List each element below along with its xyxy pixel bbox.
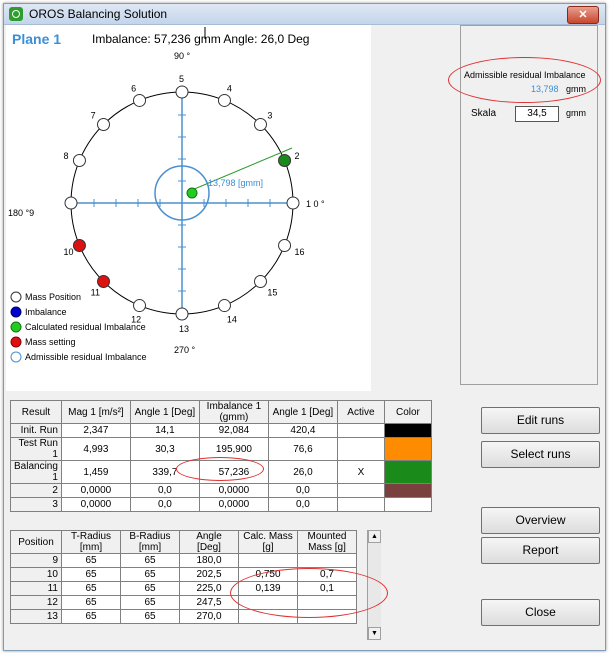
skala-label: Skala [471, 108, 497, 119]
legend-marker [11, 352, 21, 362]
results-cell: 0,0000 [61, 498, 130, 512]
position-markers [64, 74, 305, 334]
results-header: Result [11, 401, 62, 424]
positions-cell: 65 [62, 582, 121, 596]
positions-cell: 65 [121, 568, 180, 582]
position-label-13: 13 [179, 324, 190, 334]
mass-position-9[interactable] [65, 197, 77, 209]
position-label-16: 16 [294, 246, 305, 257]
annotation-ellipse-mass [230, 568, 388, 618]
results-row[interactable] [11, 424, 432, 438]
color-swatch[interactable] [384, 484, 431, 498]
position-label-12: 12 [131, 314, 142, 325]
results-cell: 14,1 [130, 424, 199, 438]
results-cell: 0,0 [130, 484, 199, 498]
positions-header: Angle [Deg] [180, 531, 239, 554]
positions-cell: 202,5 [180, 568, 239, 582]
positions-cell [239, 554, 298, 568]
results-cell: 57,236 [199, 461, 268, 484]
results-cell [337, 498, 384, 512]
positions-header: Mounted Mass [g] [298, 531, 357, 554]
positions-cell: 65 [121, 610, 180, 624]
results-row[interactable] [11, 498, 432, 512]
results-cell: 1,459 [61, 461, 130, 484]
close-button[interactable]: Close [481, 599, 600, 626]
results-cell: 0,0000 [61, 484, 130, 498]
mass-position-2[interactable] [279, 155, 291, 167]
adm-label: Admissible residual Imbalance [464, 70, 586, 80]
position-label-6: 6 [131, 83, 137, 94]
results-cell: 195,900 [199, 438, 268, 461]
polar-chart [6, 25, 371, 391]
mass-position-13[interactable] [176, 308, 188, 320]
residual-marker [187, 188, 197, 198]
report-button[interactable]: Report [481, 537, 600, 564]
legend-marker [11, 322, 21, 332]
position-label-3: 3 [267, 110, 273, 121]
results-cell [337, 438, 384, 461]
positions-header: T-Radius [mm] [62, 531, 121, 554]
results-table [10, 400, 432, 512]
adm-unit: gmm [566, 84, 586, 94]
positions-cell[interactable]: 0,7 [298, 568, 357, 582]
positions-cell: 65 [62, 610, 121, 624]
mass-position-10[interactable] [73, 239, 85, 251]
legend-label: Mass setting [25, 337, 76, 347]
results-header: Color [384, 401, 431, 424]
position-label-10: 10 [63, 246, 74, 257]
results-header: Active [337, 401, 384, 424]
window-close-button[interactable]: ✕ [567, 6, 599, 24]
positions-cell: 0,750 [239, 568, 298, 582]
results-cell: X [337, 461, 384, 484]
polar-plot [6, 25, 371, 391]
scroll-down-icon[interactable]: ▼ [368, 627, 381, 640]
results-cell: 26,0 [268, 461, 337, 484]
mass-position-4[interactable] [218, 94, 230, 106]
plane-label: Plane 1 [12, 31, 62, 47]
position-label-2: 2 [294, 151, 300, 162]
results-cell: 0,0 [268, 498, 337, 512]
legend-marker [11, 307, 21, 317]
mass-position-16[interactable] [279, 239, 291, 251]
position-label-14: 14 [226, 314, 237, 325]
results-cell: Test Run 1 [11, 438, 62, 461]
color-swatch[interactable] [384, 461, 431, 484]
positions-cell: 0,139 [239, 582, 298, 596]
positions-header: Calc. Mass [g] [239, 531, 298, 554]
annotation-ellipse-imbalance [176, 457, 264, 481]
positions-cell: 10 [11, 568, 62, 582]
select-runs-button[interactable]: Select runs [481, 441, 600, 468]
color-swatch[interactable] [384, 424, 431, 438]
legend-marker [11, 337, 21, 347]
positions-cell: 65 [62, 596, 121, 610]
skala-unit: gmm [566, 108, 586, 118]
position-label-8: 8 [63, 151, 69, 162]
positions-header: B-Radius [mm] [121, 531, 180, 554]
position-label-11: 11 [90, 287, 100, 298]
skala-input[interactable]: 34,5 [515, 106, 559, 122]
mass-position-6[interactable] [134, 94, 146, 106]
mass-position-7[interactable] [98, 119, 110, 131]
edit-runs-button[interactable]: Edit runs [481, 407, 600, 434]
positions-cell: 13 [11, 610, 62, 624]
positions-cell: 12 [11, 596, 62, 610]
results-cell: 0,0000 [199, 498, 268, 512]
mass-position-5[interactable] [176, 86, 188, 98]
results-cell [337, 484, 384, 498]
overview-button[interactable]: Overview [481, 507, 600, 534]
results-cell: 339,7 [130, 461, 199, 484]
results-cell: 420,4 [268, 424, 337, 438]
positions-cell: 180,0 [180, 554, 239, 568]
legend-marker [11, 292, 21, 302]
window-title: OROS Balancing Solution [29, 7, 168, 21]
positions-cell: 225,0 [180, 582, 239, 596]
positions-cell: 9 [11, 554, 62, 568]
legend-label: Imbalance [25, 307, 67, 317]
results-cell: 0,0 [268, 484, 337, 498]
scroll-up-icon[interactable]: ▲ [368, 530, 381, 543]
results-cell: 30,3 [130, 438, 199, 461]
results-cell: 0,0 [130, 498, 199, 512]
mass-position-11[interactable] [98, 275, 110, 287]
deg-bottom: 270 ° [174, 345, 196, 355]
color-swatch[interactable] [384, 438, 431, 461]
positions-cell[interactable] [298, 554, 357, 568]
deg-left: 180 °9 [8, 208, 35, 218]
vector-label: 13,798 [gmm] [208, 178, 264, 188]
positions-cell: 65 [121, 596, 180, 610]
position-label-4: 4 [226, 83, 232, 94]
results-cell: 4,993 [61, 438, 130, 461]
positions-cell[interactable]: 0,1 [298, 582, 357, 596]
app-icon [9, 7, 23, 21]
annotation-ellipse-adm [448, 57, 601, 103]
results-cell: 0,0000 [199, 484, 268, 498]
results-row[interactable] [11, 484, 432, 498]
results-header: Angle 1 [Deg] [268, 401, 337, 424]
results-cell: 92,084 [199, 424, 268, 438]
positions-cell: 65 [121, 582, 180, 596]
position-label-15: 15 [267, 287, 278, 298]
results-header: Imbalance 1 (gmm) [199, 401, 268, 424]
position-label-7: 7 [90, 110, 96, 121]
results-header: Angle 1 [Deg] [130, 401, 199, 424]
positions-cell: 65 [121, 554, 180, 568]
results-cell: 3 [11, 498, 62, 512]
positions-header: Position [11, 531, 62, 554]
deg-right: 1 0 ° [306, 199, 325, 209]
positions-cell: 65 [62, 568, 121, 582]
title-bar [4, 4, 605, 25]
position-label-5: 5 [179, 74, 185, 84]
results-cell [337, 424, 384, 438]
mass-position-12[interactable] [134, 300, 146, 312]
legend-label: Admissible residual Imbalance [25, 352, 147, 362]
results-cell: 2 [11, 484, 62, 498]
results-cell: Balancing 1 [11, 461, 62, 484]
results-cell: Init. Run [11, 424, 62, 438]
results-cell: 76,6 [268, 438, 337, 461]
mass-position-1[interactable] [287, 197, 299, 209]
adm-value: 13,798 [531, 84, 559, 94]
deg-top: 90 ° [174, 51, 191, 61]
legend-label: Calculated residual Imbalance [25, 322, 146, 332]
positions-cell: 11 [11, 582, 62, 596]
mass-position-8[interactable] [73, 155, 85, 167]
color-swatch[interactable] [384, 498, 431, 512]
results-header: Mag 1 [m/s²] [61, 401, 130, 424]
legend [11, 292, 147, 362]
legend-label: Mass Position [25, 292, 82, 302]
mass-position-15[interactable] [254, 275, 266, 287]
positions-cell: 65 [62, 554, 121, 568]
results-cell: 2,347 [61, 424, 130, 438]
positions-cell: 270,0 [180, 610, 239, 624]
mass-position-14[interactable] [218, 300, 230, 312]
positions-cell: 247,5 [180, 596, 239, 610]
positions-row[interactable] [11, 554, 357, 568]
imbalance-readout: Imbalance: 57,236 gmm Angle: 26,0 Deg [92, 32, 310, 46]
mass-position-3[interactable] [254, 119, 266, 131]
